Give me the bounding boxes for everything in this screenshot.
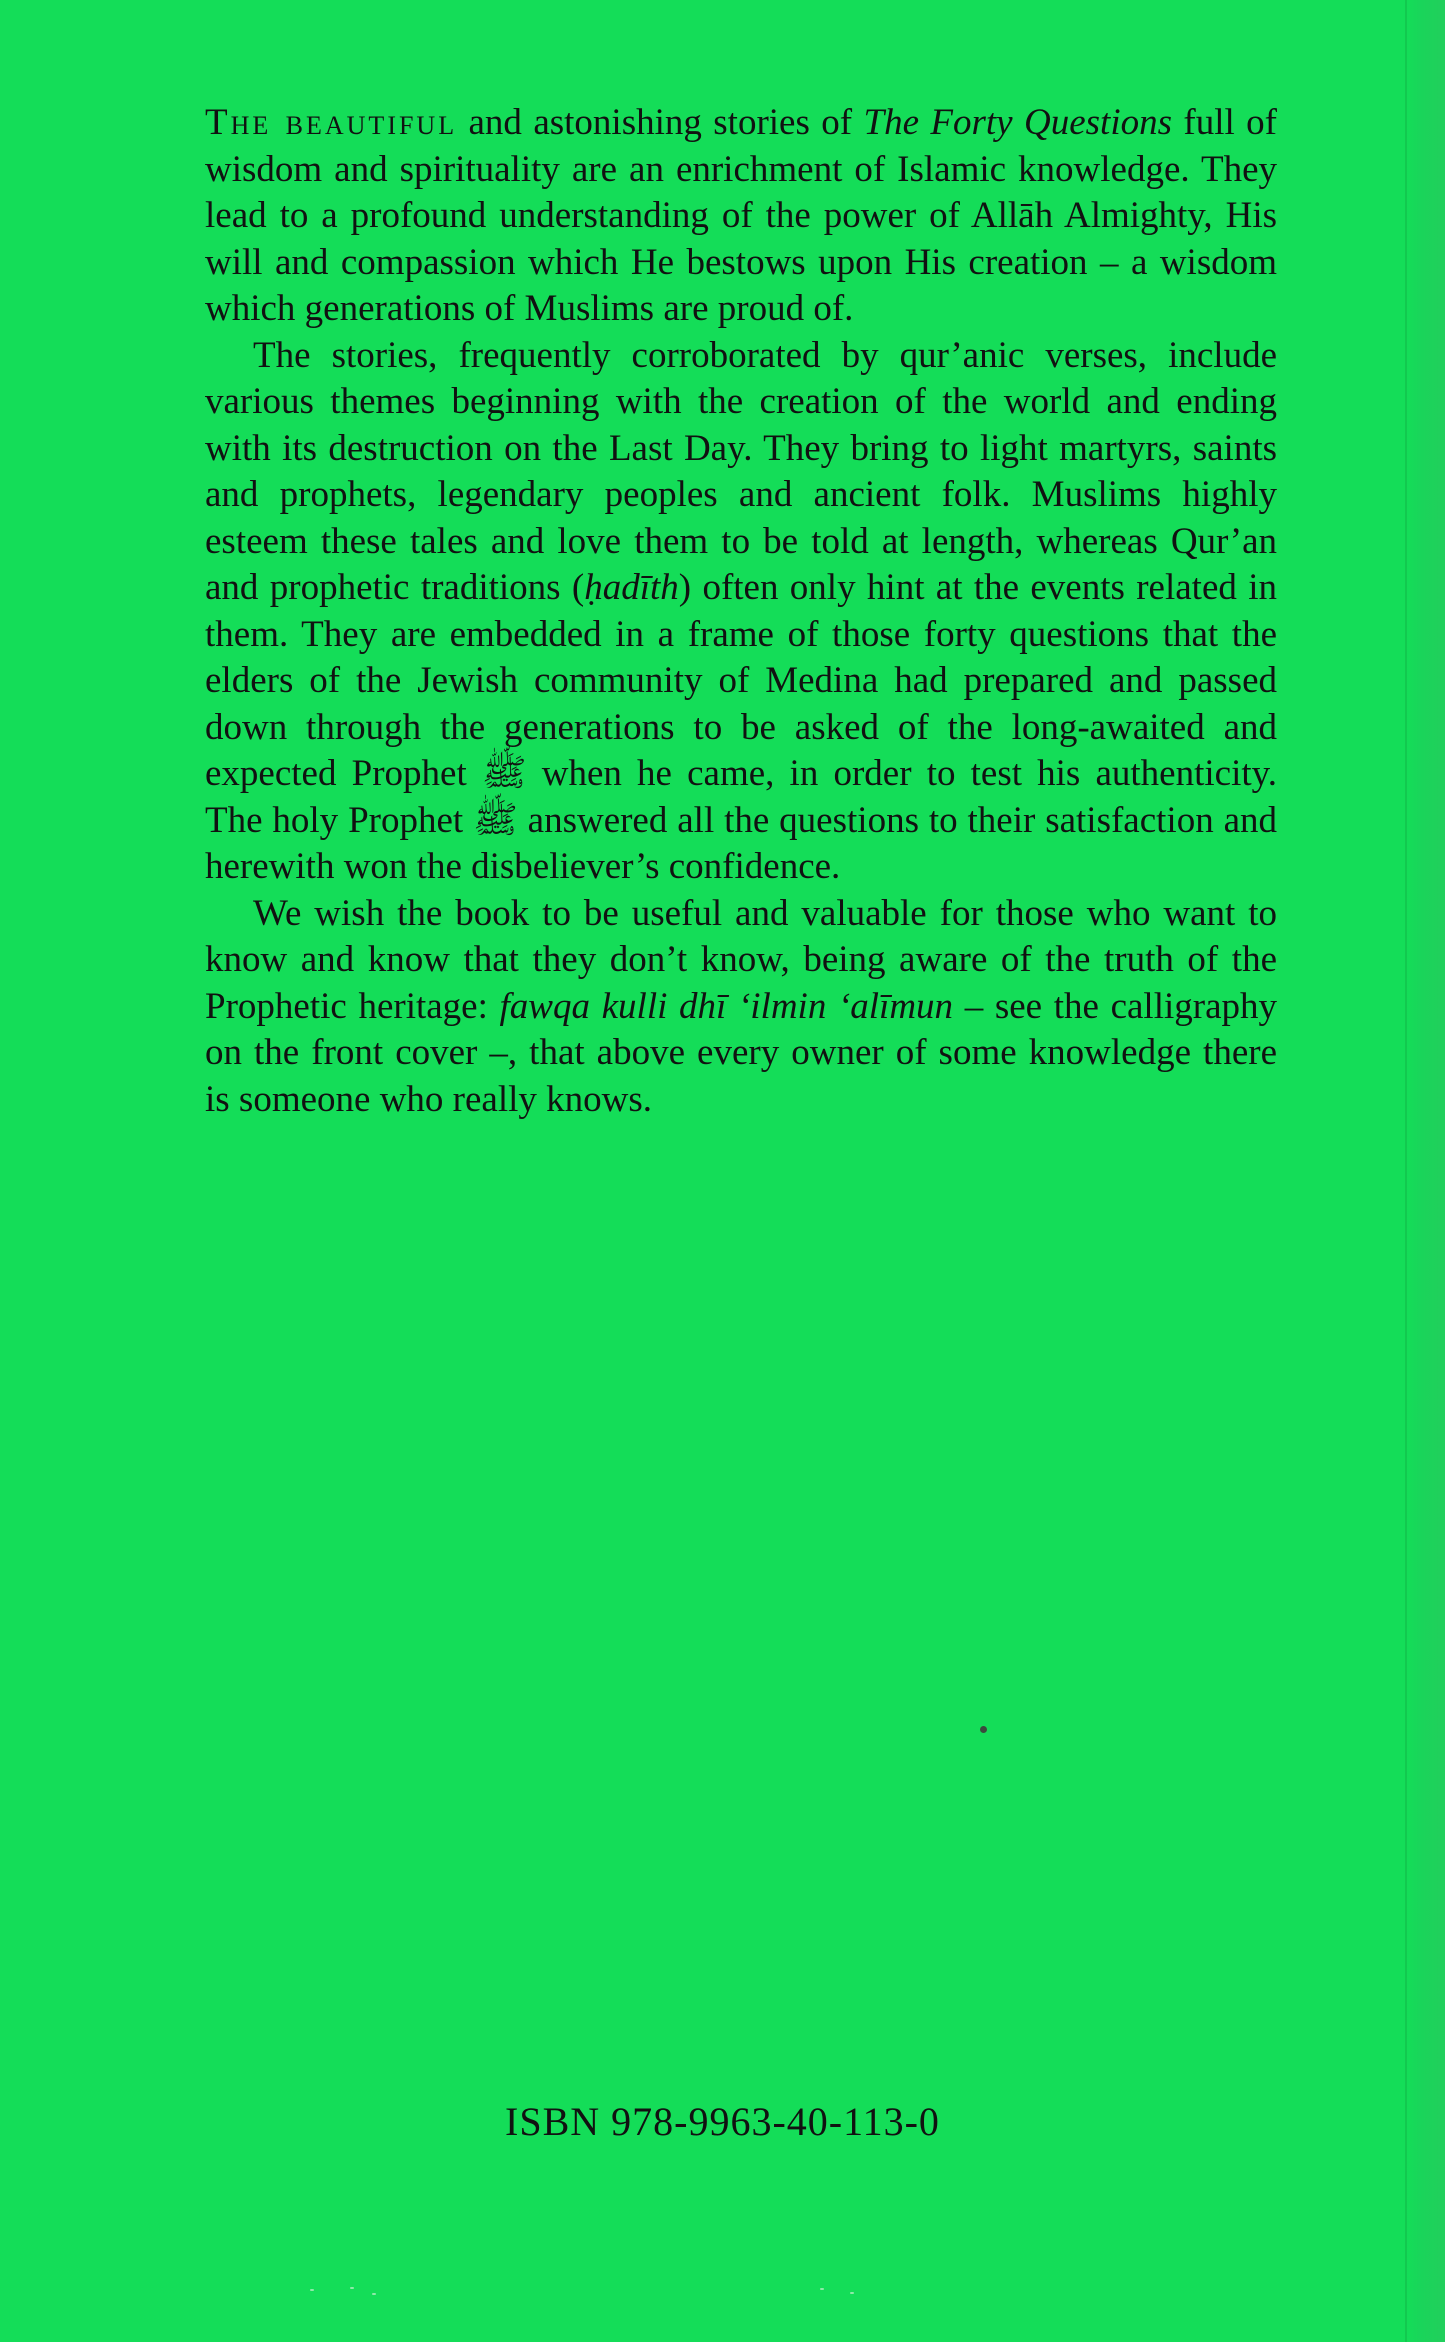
isbn-number: ISBN 978-9963-40-113-0 — [505, 2099, 940, 2144]
salawat-glyph-icon: ﷺ — [481, 753, 527, 794]
blurb-paragraph-1: The beautiful and astonishing stories of The Forty Questions full of wisdom and spirituality are an enrichment of Islamic knowledge. They lead to a profound understanding of the power of Allāh Almighty, His will and compassion which He bestows upon His creation – a wisdom which generations of Muslims are proud of. — [205, 102, 1277, 329]
book-title: The Forty Questions — [863, 102, 1172, 143]
arabic-phrase: fawqa kulli dhī ‘ilmin ‘alīmun — [499, 985, 954, 1027]
blurb-paragraph-3: We wish the book to be useful and valuable for those who want to know and know that they don’t know, being aware of the truth of the Prophetic heritage: fawqa kulli dhī ‘ilmin ‘alīmun – see the calligraphy on the front cover –, that above every owner of some knowledge there is someone who really knows. — [205, 892, 1277, 1120]
blurb-paragraph-2: The stories, frequently corroborated by qur’anic verses, include various themes beginning with the creation of the world and ending with its destruction on the Last Day. They bring to light martyrs, saints and prophets, legendary peoples and ancient folk. Muslims highly esteem these tales and love them to be told at length, whereas Qur’an and prophetic traditions (ḥadīth) often only hint at the events related in them. They are embedded in a frame of those forty questions that the elders of the Jewish community of Medina had prepared and passed down through the generations to be asked of the long-awaited and expected Prophet ﷺ when he came, in order to test his authenticity. The holy Prophet ﷺ answered all the questions to their satisfaction and herewith won the disbeliever’s confidence. — [205, 334, 1278, 887]
hadith-term: ḥadīth — [584, 567, 679, 608]
blurb-text — [205, 100, 1277, 1123]
print-speck — [980, 1726, 987, 1733]
salawat-glyph-icon: ﷺ — [473, 799, 518, 841]
spine-edge — [1405, 0, 1445, 2342]
print-specks — [310, 2285, 870, 2297]
lead-in-small-caps: The beautiful — [205, 102, 458, 143]
